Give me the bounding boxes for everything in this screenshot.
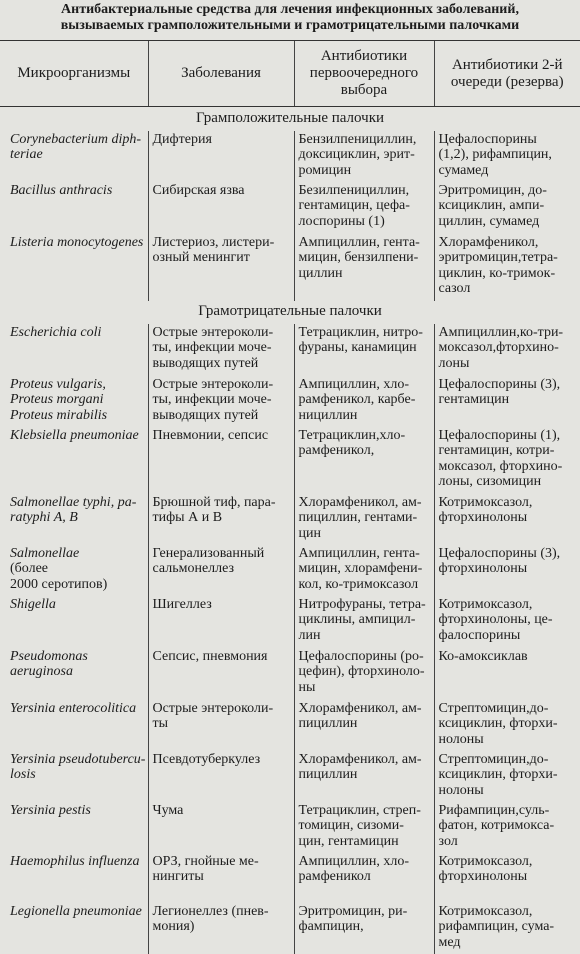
cell-line: Haemophilus influenza xyxy=(10,853,140,869)
microorganism-cell xyxy=(0,700,148,751)
cell-line: фураны, канамицин xyxy=(298,340,417,356)
cell-line: Proteus morgani xyxy=(10,392,104,408)
cell-line: лоны, сизомицин xyxy=(438,474,542,490)
cell-line: фампицин, xyxy=(298,919,364,935)
cell-line: моксазол,фторхино- xyxy=(438,340,559,356)
disease-cell xyxy=(148,700,294,751)
cell-line: Ампициллин, хло- xyxy=(298,853,410,869)
first-line-cell xyxy=(294,903,434,954)
cell-line: ромицин xyxy=(298,162,352,178)
cell-line: Хлорамфеникол, ам- xyxy=(298,751,422,767)
cell-line: Тетрациклин, стреп- xyxy=(298,802,421,818)
cell-line: моксазол, фторхино- xyxy=(438,458,563,474)
cell-line: Тетрациклин,хло- xyxy=(298,427,406,443)
table-row xyxy=(0,182,580,234)
cell-line: Стрептомицин,до- xyxy=(438,700,549,716)
cell-line: Котримоксазол, xyxy=(438,853,533,869)
section-header-row xyxy=(0,301,580,324)
cell-line: Пневмонии, сепсис xyxy=(152,427,269,443)
cell-line: кол, ко-тримоксазол xyxy=(298,576,419,592)
cell-line: ты, инфекции моче- xyxy=(152,340,272,356)
reserve-cell xyxy=(434,903,580,954)
first-line-cell xyxy=(294,131,434,182)
reserve-cell xyxy=(434,853,580,903)
table-title-line: Антибактериальные средства для лечения инфекционных заболеваний, xyxy=(61,2,519,17)
cell-line: losis xyxy=(10,767,36,783)
cell-line: выбора xyxy=(340,82,388,98)
table-row xyxy=(0,324,580,376)
cell-line: рамфеникол xyxy=(298,869,371,885)
microorganism-cell xyxy=(0,427,148,494)
cell-line: Хлорамфеникол, xyxy=(438,234,539,250)
table-row xyxy=(0,802,580,853)
cell-line: Yersinia pseudotubercu- xyxy=(10,751,146,767)
table-row xyxy=(0,131,580,182)
cell-line: лин xyxy=(298,627,321,643)
cell-line: лоспорины (1) xyxy=(298,213,385,229)
cell-line: нолоны xyxy=(438,731,484,747)
cell-line: сальмонеллез xyxy=(152,561,235,577)
header-diseases xyxy=(148,41,294,107)
cell-line: Хлорамфеникол, ам- xyxy=(298,494,422,510)
table-row xyxy=(0,903,580,954)
first-line-cell xyxy=(294,545,434,596)
reserve-cell xyxy=(434,700,580,751)
cell-line: нолоны xyxy=(438,782,484,798)
first-line-cell xyxy=(294,234,434,301)
cell-line: Дифтерия xyxy=(152,131,212,147)
first-line-cell xyxy=(294,427,434,494)
cell-line: ты xyxy=(152,716,169,732)
section-header-row xyxy=(0,107,580,131)
first-line-cell xyxy=(294,376,434,427)
table-title-line: вызываемых грамположительными и грамотрицательными палочками xyxy=(60,18,520,33)
cell-line: Сепсис, пневмония xyxy=(152,648,268,664)
table-body xyxy=(0,107,580,954)
reserve-cell xyxy=(434,324,580,376)
microorganism-cell xyxy=(0,596,148,648)
reserve-cell xyxy=(434,131,580,182)
cell-line: ны xyxy=(298,679,316,695)
cell-line: Salmonellae typhi, pa- xyxy=(10,494,137,510)
cell-line: Escherichia coli xyxy=(10,324,102,340)
microorganism-cell xyxy=(0,324,148,376)
section-title: Грамотрицательные палочки xyxy=(198,303,382,320)
cell-line: фторхинолоны xyxy=(438,869,528,885)
first-line-cell xyxy=(294,324,434,376)
cell-line: Yersinia enterocolitica xyxy=(10,700,137,716)
reserve-cell xyxy=(434,648,580,700)
microorganism-cell xyxy=(0,648,148,700)
cell-line: нингиты xyxy=(152,869,204,885)
cell-line: пициллин xyxy=(298,716,358,732)
microorganism-cell xyxy=(0,494,148,545)
cell-line: цин, гентамицин xyxy=(298,833,399,849)
disease-cell xyxy=(148,376,294,427)
disease-cell xyxy=(148,545,294,596)
cell-line: Острые энтероколи- xyxy=(152,700,274,716)
cell-line: Ампициллин, хло- xyxy=(298,376,410,392)
cell-line: Corynebacterium diph- xyxy=(10,131,142,147)
cell-line: циллин xyxy=(298,265,343,281)
cell-line: Цефалоспорины (3), xyxy=(438,545,561,561)
table-row xyxy=(0,545,580,596)
cell-line: ксициклин, фторхи- xyxy=(438,767,558,783)
cell-line: фалоспорины xyxy=(438,627,521,643)
reserve-cell xyxy=(434,494,580,545)
reserve-cell xyxy=(434,545,580,596)
cell-line: Хлорамфеникол, ам- xyxy=(298,700,422,716)
cell-line: эритромицин,тетра- xyxy=(438,250,558,266)
antibiotics-table xyxy=(0,40,580,954)
microorganism-cell xyxy=(0,376,148,427)
table-row xyxy=(0,596,580,648)
first-line-cell xyxy=(294,596,434,648)
cell-line: рамфеникол, карбе- xyxy=(298,392,416,408)
reserve-cell xyxy=(434,376,580,427)
cell-line: aeruginosa xyxy=(10,664,73,680)
cell-line: выводящих путей xyxy=(152,355,259,371)
cell-line: Bacillus anthracis xyxy=(10,182,113,198)
cell-line: Klebsiella pneumoniae xyxy=(10,427,139,443)
cell-line: Бензилпенициллин, xyxy=(298,131,417,147)
disease-cell xyxy=(148,427,294,494)
microorganism-cell xyxy=(0,903,148,954)
cell-line: очереди (резерва) xyxy=(450,73,564,90)
reserve-cell xyxy=(434,596,580,648)
table-row xyxy=(0,376,580,427)
cell-line: Котримоксазол, xyxy=(438,494,533,510)
disease-cell xyxy=(148,182,294,234)
cell-line: Listeria monocytogenes xyxy=(10,234,144,250)
cell-line: Брюшной тиф, пара- xyxy=(152,494,276,510)
disease-cell xyxy=(148,131,294,182)
cell-line: циклины, ампицил- xyxy=(298,612,416,628)
cell-line: мицин, бензилпени- xyxy=(298,250,419,266)
disease-cell xyxy=(148,853,294,903)
cell-line: (более xyxy=(10,561,49,577)
header-first-line-antibiotics xyxy=(294,41,434,107)
cell-line: пициллин, гентами- xyxy=(298,510,418,526)
disease-cell xyxy=(148,648,294,700)
cell-line: мония) xyxy=(152,919,195,935)
disease-cell xyxy=(148,234,294,301)
cell-line: зол xyxy=(438,833,458,849)
cell-line: Эритромицин, ри- xyxy=(298,903,408,919)
cell-line: ксициклин, фторхи- xyxy=(438,716,558,732)
cell-line: мед xyxy=(438,934,461,950)
cell-line: гентамицин, цефа- xyxy=(298,198,410,214)
cell-line: озный менингит xyxy=(152,250,250,266)
cell-line: Цефалоспорины (ро- xyxy=(298,648,424,664)
first-line-cell xyxy=(294,182,434,234)
cell-line: Антибиотики xyxy=(320,48,408,64)
cell-line: Легионеллез (пнев- xyxy=(152,903,269,919)
cell-line: Заболевания xyxy=(181,65,261,81)
reserve-cell xyxy=(434,802,580,853)
cell-line: мицин, хлорамфени- xyxy=(298,561,423,577)
cell-line: цефин), фторхиноло- xyxy=(298,664,425,680)
cell-line: Цефалоспорины (1), xyxy=(438,427,561,443)
cell-line: 2000 серотипов) xyxy=(10,576,108,592)
first-line-cell xyxy=(294,700,434,751)
cell-line: Нитрофураны, тетра- xyxy=(298,596,426,612)
cell-line: Ампициллин,ко-три- xyxy=(438,324,564,340)
first-line-cell xyxy=(294,802,434,853)
header-microorganisms xyxy=(0,41,148,107)
cell-line: Proteus vulgaris, xyxy=(10,376,106,392)
cell-line: Цефалоспорины (3), xyxy=(438,376,561,392)
cell-line: гентамицин xyxy=(438,392,510,408)
disease-cell xyxy=(148,751,294,802)
cell-line: ratyphi A, B xyxy=(10,510,78,526)
table-header-row xyxy=(0,41,580,107)
first-line-cell xyxy=(294,751,434,802)
microorganism-cell xyxy=(0,853,148,903)
cell-line: Рифампицин,суль- xyxy=(438,802,550,818)
table-row xyxy=(0,648,580,700)
disease-cell xyxy=(148,596,294,648)
cell-line: Proteus mirabilis xyxy=(10,407,108,423)
microorganism-cell xyxy=(0,751,148,802)
table-row xyxy=(0,853,580,903)
cell-line: сазол xyxy=(438,281,471,297)
first-line-cell xyxy=(294,494,434,545)
cell-line: Псевдотуберкулез xyxy=(152,751,261,767)
cell-line: Генерализованный xyxy=(152,545,265,561)
table-row xyxy=(0,234,580,301)
cell-line: Yersinia pestis xyxy=(10,802,91,818)
cell-line: Антибиотики 2-й xyxy=(451,56,563,73)
first-line-cell xyxy=(294,648,434,700)
cell-line: ОРЗ, гнойные ме- xyxy=(152,853,259,869)
cell-line: выводящих путей xyxy=(152,407,259,423)
cell-line: Цефалоспорины xyxy=(438,131,537,147)
cell-line: фторхинолоны xyxy=(438,561,528,577)
cell-line: Сибирская язва xyxy=(152,182,245,198)
first-line-cell xyxy=(294,853,434,903)
cell-line: цин xyxy=(298,525,321,541)
cell-line: рамфеникол, xyxy=(298,443,375,459)
cell-line: Стрептомицин,до- xyxy=(438,751,549,767)
cell-line: нициллин xyxy=(298,407,358,423)
cell-line: Острые энтероколи- xyxy=(152,324,274,340)
cell-line: Legionella pneumoniae xyxy=(10,903,142,919)
table-row xyxy=(0,700,580,751)
cell-line: Salmonellae xyxy=(10,545,80,561)
table-row xyxy=(0,751,580,802)
cell-line: Шигеллез xyxy=(152,596,212,612)
table-row xyxy=(0,427,580,494)
disease-cell xyxy=(148,494,294,545)
section-title: Грамположительные палочки xyxy=(195,109,385,126)
cell-line: пициллин xyxy=(298,767,358,783)
cell-line: томицин, сизоми- xyxy=(298,818,404,834)
cell-line: Котримоксазол, xyxy=(438,596,533,612)
table-row xyxy=(0,494,580,545)
table-title xyxy=(0,2,580,34)
reserve-cell xyxy=(434,182,580,234)
cell-line: Pseudomonas xyxy=(10,648,88,664)
cell-line: тифы А и В xyxy=(152,510,223,526)
microorganism-cell xyxy=(0,545,148,596)
reserve-cell xyxy=(434,234,580,301)
cell-line: Листериоз, листери- xyxy=(152,234,275,250)
cell-line: доксициклин, эрит- xyxy=(298,147,415,163)
cell-line: Чума xyxy=(152,802,184,818)
cell-line: первоочередного xyxy=(309,65,419,81)
cell-line: сумамед xyxy=(438,162,489,178)
microorganism-cell xyxy=(0,802,148,853)
disease-cell xyxy=(148,324,294,376)
reserve-cell xyxy=(434,427,580,494)
cell-line: циклин, ко-тримок- xyxy=(438,265,556,281)
cell-line: фатон, котримокса- xyxy=(438,818,555,834)
cell-line: ксициклин, ампи- xyxy=(438,198,545,214)
reserve-cell xyxy=(434,751,580,802)
cell-line: Ампициллин, гента- xyxy=(298,234,420,250)
cell-line: лоны xyxy=(438,355,470,371)
cell-line: Безилпенициллин, xyxy=(298,182,410,198)
cell-line: фторхинолоны, це- xyxy=(438,612,553,628)
cell-line: (1,2), рифампицин, xyxy=(438,147,552,163)
cell-line: Тетрациклин, нитро- xyxy=(298,324,423,340)
microorganism-cell xyxy=(0,131,148,182)
microorganism-cell xyxy=(0,234,148,301)
cell-line: рифампицин, сума- xyxy=(438,919,555,935)
cell-line: ты, инфекции моче- xyxy=(152,392,272,408)
cell-line: Микроорганизмы xyxy=(17,65,131,81)
cell-line: фторхинолоны xyxy=(438,510,528,526)
header-reserve-antibiotics xyxy=(434,41,580,107)
cell-line: Котримоксазол, xyxy=(438,903,533,919)
cell-line: teriae xyxy=(10,147,43,163)
microorganism-cell xyxy=(0,182,148,234)
disease-cell xyxy=(148,903,294,954)
cell-line: гентамицин, котри- xyxy=(438,443,555,459)
cell-line: Острые энтероколи- xyxy=(152,376,274,392)
cell-line: Ампициллин, гента- xyxy=(298,545,420,561)
cell-line: Ко-амоксиклав xyxy=(438,648,528,664)
cell-line: Эритромицин, до- xyxy=(438,182,547,198)
disease-cell xyxy=(148,802,294,853)
cell-line: циллин, сумамед xyxy=(438,213,540,229)
cell-line: Shigella xyxy=(10,596,56,612)
